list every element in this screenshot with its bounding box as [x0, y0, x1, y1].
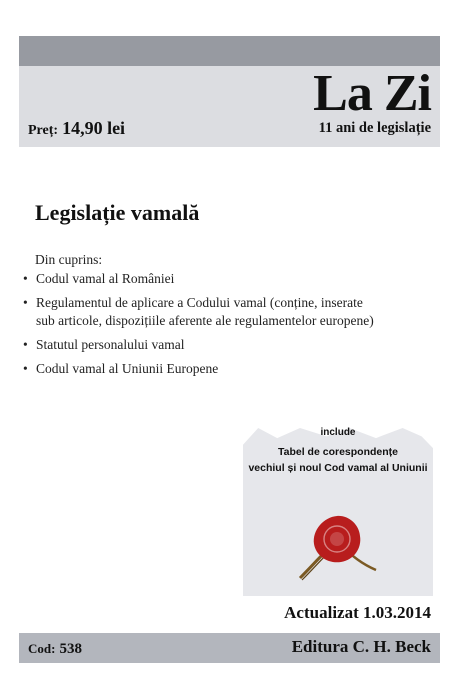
book-title: Legislație vamală: [35, 200, 200, 225]
code-label: Cod:: [28, 641, 56, 656]
insert-line-1: Tabel de corespondențe: [278, 446, 398, 458]
price-label: Preț:: [28, 123, 59, 138]
series-logo: La Zi: [313, 65, 431, 122]
insert-include-label: include: [320, 427, 356, 438]
bullet-icon: •: [23, 337, 28, 352]
list-item: • Statutul personalului vamal: [23, 337, 185, 352]
contents-label: Din cuprins:: [35, 252, 103, 267]
header-band-top: [19, 36, 440, 66]
code-value: 538: [59, 641, 82, 657]
publisher-name: Editura C. H. Beck: [291, 637, 431, 656]
bullet-icon: •: [23, 271, 28, 286]
insert-description: [243, 444, 433, 476]
contents-list: [20, 270, 380, 384]
series-tagline: 11 ani de legislație: [318, 120, 431, 136]
update-date: Actualizat 1.03.2014: [284, 603, 431, 622]
wax-seal-icon: [292, 506, 382, 586]
price-value: 14,90 lei: [62, 118, 126, 138]
list-item: • Codul vamal al Uniunii Europene: [23, 361, 219, 376]
insert-line-2: vechiul și noul Cod vamal al Uniunii: [248, 462, 428, 474]
price: [28, 118, 125, 139]
list-item: • Regulamentul de aplicare a Codului vamal (conține, inserate sub articole, dispozițiile aferente ale regulamentelor europene): [23, 295, 374, 328]
list-item: • Codul vamal al României: [23, 271, 175, 286]
product-code: [28, 640, 82, 658]
bullet-icon: •: [23, 295, 28, 310]
bullet-icon: •: [23, 361, 28, 376]
